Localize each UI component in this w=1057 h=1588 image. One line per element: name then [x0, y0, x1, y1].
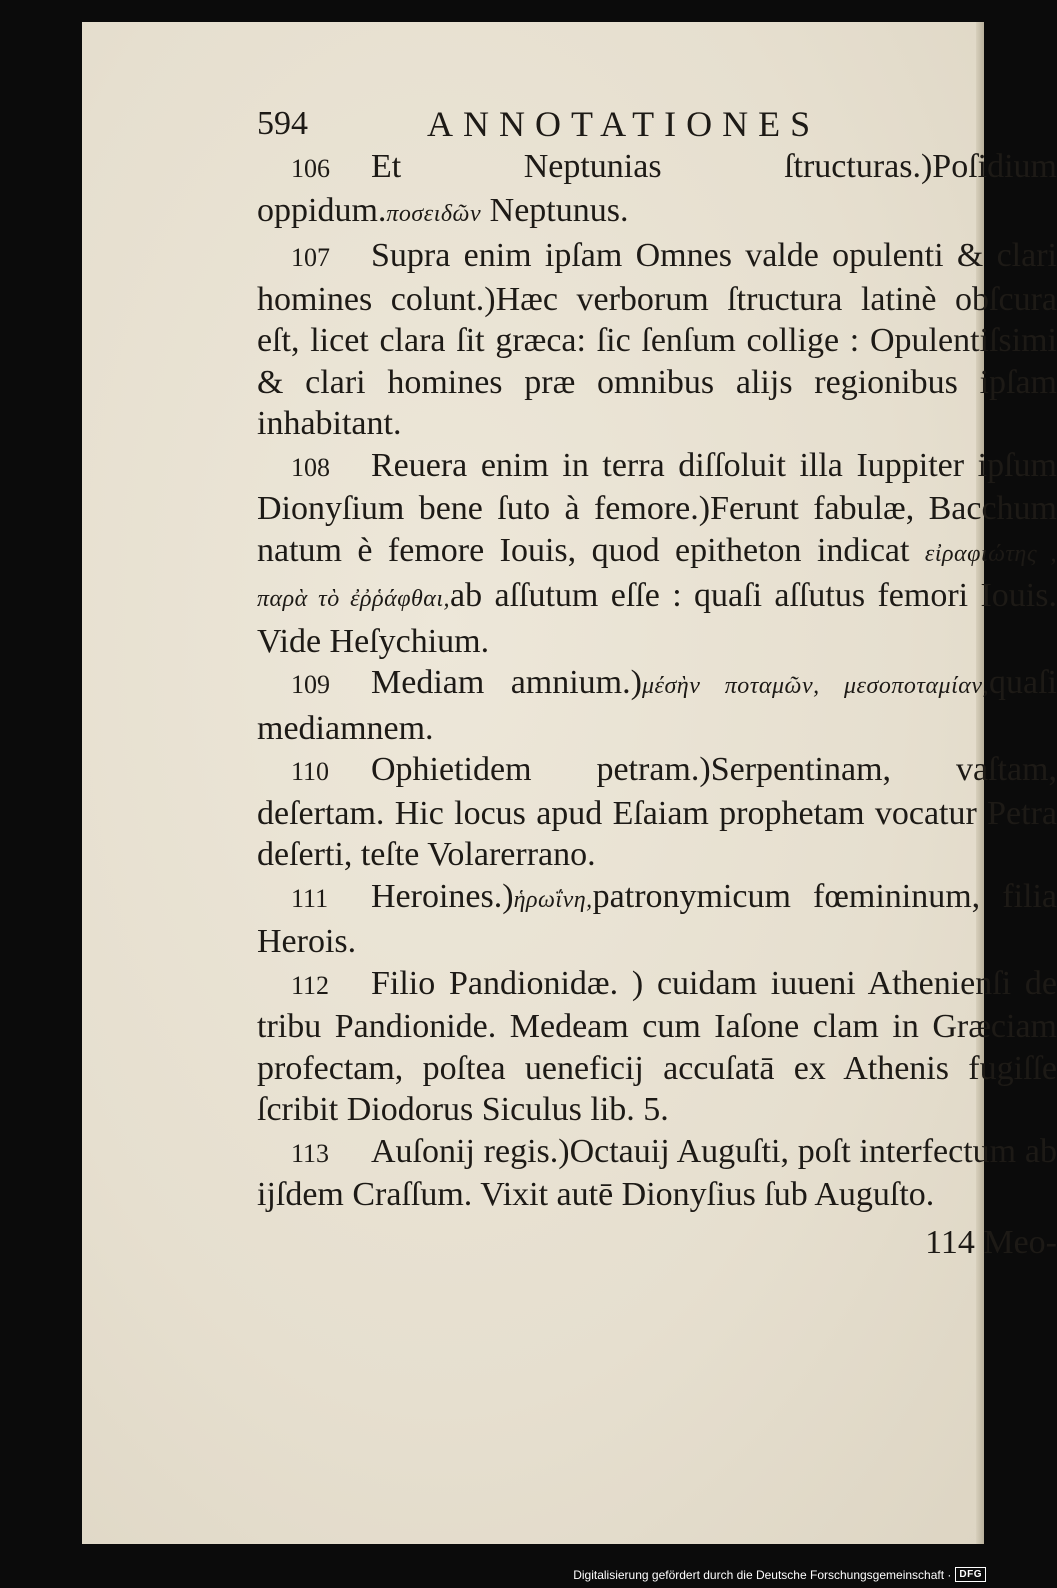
annotation-lemma: Ophietidem petram.) [371, 751, 711, 788]
annotation-body: cuidam iuueni Athenienſi de tribu Pandionide. Medeam cum Iaſone clam in Græciam profectam, poſtea ueneficij accuſatā ex Athenis fugiſſe ſcribit Diodorus Siculus lib. 5. [257, 964, 1057, 1128]
annotation-lemma: Heroines.) [371, 877, 514, 915]
page-number: 594 [257, 105, 308, 142]
annotation-body: Ferunt fabulæ, Bacchum natum è femore Iouis, quod epitheton indicat [257, 490, 1057, 569]
annotation-number: 113 [291, 1138, 330, 1168]
page-text [257, 102, 1057, 1268]
annotation-number: 108 [291, 452, 330, 482]
annotation-108 [257, 445, 1057, 663]
running-title: ANNOTATIONES [427, 104, 821, 144]
annotation-number: 106 [291, 154, 330, 183]
annotation-body: Hæc verborum ſtructura latinè obſcura eſt, licet clara ſit græca: ſic ſenſum collige : Opulentiſsimi & clari homines præ omnibus alijs regionibus ipſam inhabitant. [257, 280, 1057, 442]
annotation-body: Octauij Auguſti, poſt interfectum ab ijſdem Craſſum. Vixit autē Dionyſius ſub Auguſto. [257, 1132, 1057, 1213]
footer-text: Digitalisierung gefördert durch die Deutsche Forschungsgemeinschaft · [573, 1567, 952, 1582]
greek-text: ποσειδῶν [386, 200, 482, 227]
dfg-logo: DFG [955, 1567, 986, 1582]
book-page [82, 22, 1057, 1544]
annotation-107 [257, 235, 1057, 445]
greek-text: μέσὴν ποταμῶν, μεσοποταμίαν, [641, 673, 990, 699]
annotation-lemma: Auſonij regis.) [371, 1132, 570, 1170]
annotation-body: Serpentinam, vaſtam, deſertam. Hic locus apud Eſaiam prophetam vocatur Petra deſerti, teſte Volarerrano. [257, 751, 1057, 873]
annotation-number: 110 [291, 757, 330, 786]
annotation-body: quaſi mediamnem. [257, 664, 1057, 747]
annotation-number: 107 [291, 243, 330, 272]
annotation-body: Poſidium oppidum. [257, 148, 1057, 229]
greek-text: ἡρωΐνη, [513, 886, 593, 913]
annotation-lemma: Reuera enim in terra diſſoluit illa Iuppiter ipſum Dionyſium bene ſuto à femore.) [257, 446, 1057, 527]
annotation-106 [257, 146, 1057, 235]
annotation-number: 111 [291, 883, 329, 913]
funding-footer [573, 1567, 986, 1582]
annotation-body-cont: ab aſſutum eſſe : quaſi aſſutus femori Iouis. Vide Heſychium. [257, 577, 1057, 660]
annotation-body: patronymicum fœmininum, filia Herois. [257, 877, 1057, 960]
catchword: 114 Meo- [925, 1223, 1057, 1261]
annotation-111 [257, 876, 1057, 963]
annotation-body-cont: Neptunus. [481, 191, 629, 229]
greek-text: εἰραφιώτης , παρὰ τὸ ἐῤῥάφθαι, [257, 540, 1057, 612]
annotation-number: 112 [291, 970, 330, 1000]
annotation-number: 109 [291, 670, 330, 699]
annotation-lemma: Mediam amnium.) [371, 664, 642, 701]
annotation-113 [257, 1131, 1057, 1216]
running-head [257, 102, 1057, 146]
annotation-110 [257, 749, 1057, 876]
annotation-109 [257, 662, 1057, 749]
annotation-112 [257, 963, 1057, 1131]
annotation-lemma: Filio Pandionidæ. ) [371, 964, 644, 1002]
annotation-lemma: Et Neptunias ſtructuras.) [371, 148, 933, 185]
annotation-lemma: Supra enim ipſam Omnes valde opulenti & clari homines colunt.) [257, 237, 1057, 318]
